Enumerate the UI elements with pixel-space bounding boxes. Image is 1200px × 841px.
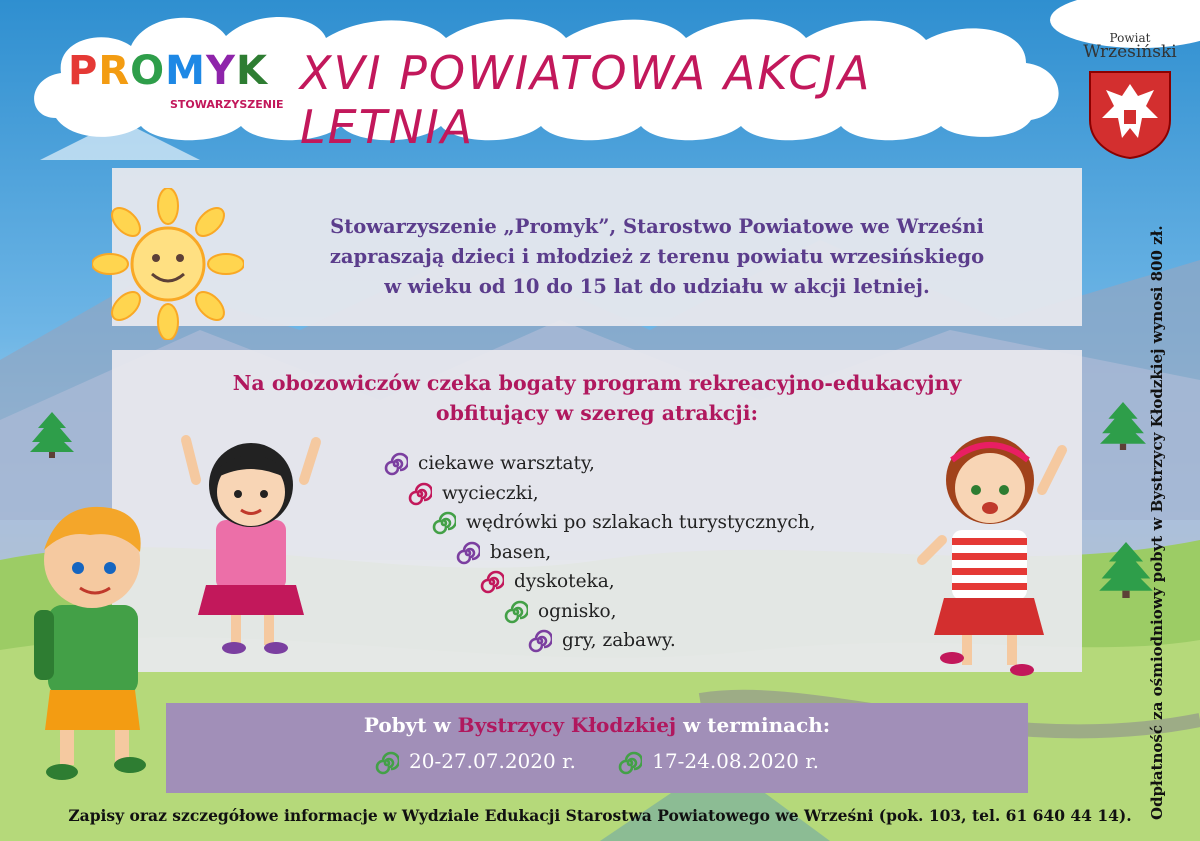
stay-place: Bystrzycy Kłodzkiej — [457, 713, 677, 737]
stay-date-1 — [375, 749, 576, 775]
attraction-item — [384, 452, 595, 476]
program-heading-line-1: Na obozowiczów czeka bogaty program rekreacyjno-edukacyjny — [232, 371, 962, 395]
program-heading-line-2: obfitujący w szereg atrakcji: — [435, 401, 759, 425]
logo-letter: M — [165, 48, 206, 94]
intro-text — [282, 212, 1032, 302]
attraction-label: wędrówki po szlakach turystycznych, — [466, 512, 816, 533]
stay-panel — [166, 703, 1028, 793]
attraction-label: ciekawe warsztaty, — [418, 453, 595, 474]
spiral-icon — [432, 511, 456, 535]
stay-date-2 — [618, 749, 819, 775]
logo-letter: O — [130, 48, 166, 94]
county-crest — [1078, 32, 1182, 162]
tree-icon — [1100, 402, 1146, 450]
attraction-label: wycieczki, — [442, 482, 539, 504]
attraction-item — [504, 600, 617, 624]
logo-subtitle: STOWARZYSZENIE — [170, 98, 284, 111]
attraction-label: gry, zabawy. — [562, 630, 676, 651]
side-note: Odpłatność za ośmiodniowy pobyt w Bystrzycy Kłodzkiej wynosi 800 zł. — [1148, 225, 1166, 820]
girl-red-hair-illustration — [912, 420, 1072, 690]
logo-letter: K — [235, 48, 268, 94]
crest-line1: Powiat — [1109, 31, 1151, 45]
intro-line-2: zapraszają dzieci i młodzież z terenu powiatu wrzesińskiego — [329, 245, 985, 268]
spiral-icon — [408, 482, 432, 506]
stay-suffix: w terminach: — [683, 713, 831, 737]
stay-heading — [166, 713, 1028, 737]
attraction-item — [528, 629, 676, 653]
attraction-item — [432, 511, 816, 535]
footer-info: Zapisy oraz szczegółowe informacje w Wydziale Edukacji Starostwa Powiatowego we Wrześni (pok. 103, tel. 61 640 44 14). — [68, 806, 1132, 825]
stay-dates — [166, 749, 1028, 775]
attraction-label: ognisko, — [538, 600, 617, 622]
logo-letter: R — [98, 48, 131, 94]
logo-wordmark — [68, 48, 268, 94]
stay-prefix: Pobyt w — [363, 713, 451, 737]
intro-panel — [112, 168, 1082, 326]
spiral-icon — [384, 452, 408, 476]
attraction-item — [408, 482, 539, 506]
logo-letter: Y — [205, 48, 236, 94]
attraction-label: basen, — [490, 541, 552, 563]
attraction-item — [456, 541, 551, 565]
boy-illustration — [20, 490, 170, 790]
spiral-icon — [375, 751, 399, 775]
promyk-logo — [62, 44, 284, 126]
tree-icon — [1098, 542, 1154, 598]
stay-date-1-text: 20-27.07.2020 r. — [409, 749, 576, 773]
crest-caption — [1078, 32, 1182, 66]
coat-of-arms-icon — [1086, 68, 1174, 160]
spiral-icon — [504, 600, 528, 624]
spiral-icon — [528, 629, 552, 653]
crest-line2: Wrzesiński — [1083, 42, 1177, 62]
tree-icon — [30, 412, 74, 458]
attraction-label: dyskoteka, — [514, 571, 615, 592]
attraction-item — [480, 570, 615, 594]
girl-dark-hair-illustration — [176, 420, 326, 660]
logo-letter: P — [68, 48, 99, 94]
poster-title: XVI POWIATOWA AKCJA LETNIA — [300, 46, 872, 154]
spiral-icon — [480, 570, 504, 594]
program-heading — [112, 368, 1082, 428]
intro-line-1: Stowarzyszenie „Promyk”, Starostwo Powiatowe we Wrześni — [330, 215, 984, 238]
spiral-icon — [456, 541, 480, 565]
intro-line-3: w wieku od 10 do 15 lat do udziału w akcji letniej. — [384, 275, 930, 298]
sun-icon — [92, 188, 244, 340]
spiral-icon — [618, 751, 642, 775]
stay-date-2-text: 17-24.08.2020 r. — [652, 749, 819, 773]
